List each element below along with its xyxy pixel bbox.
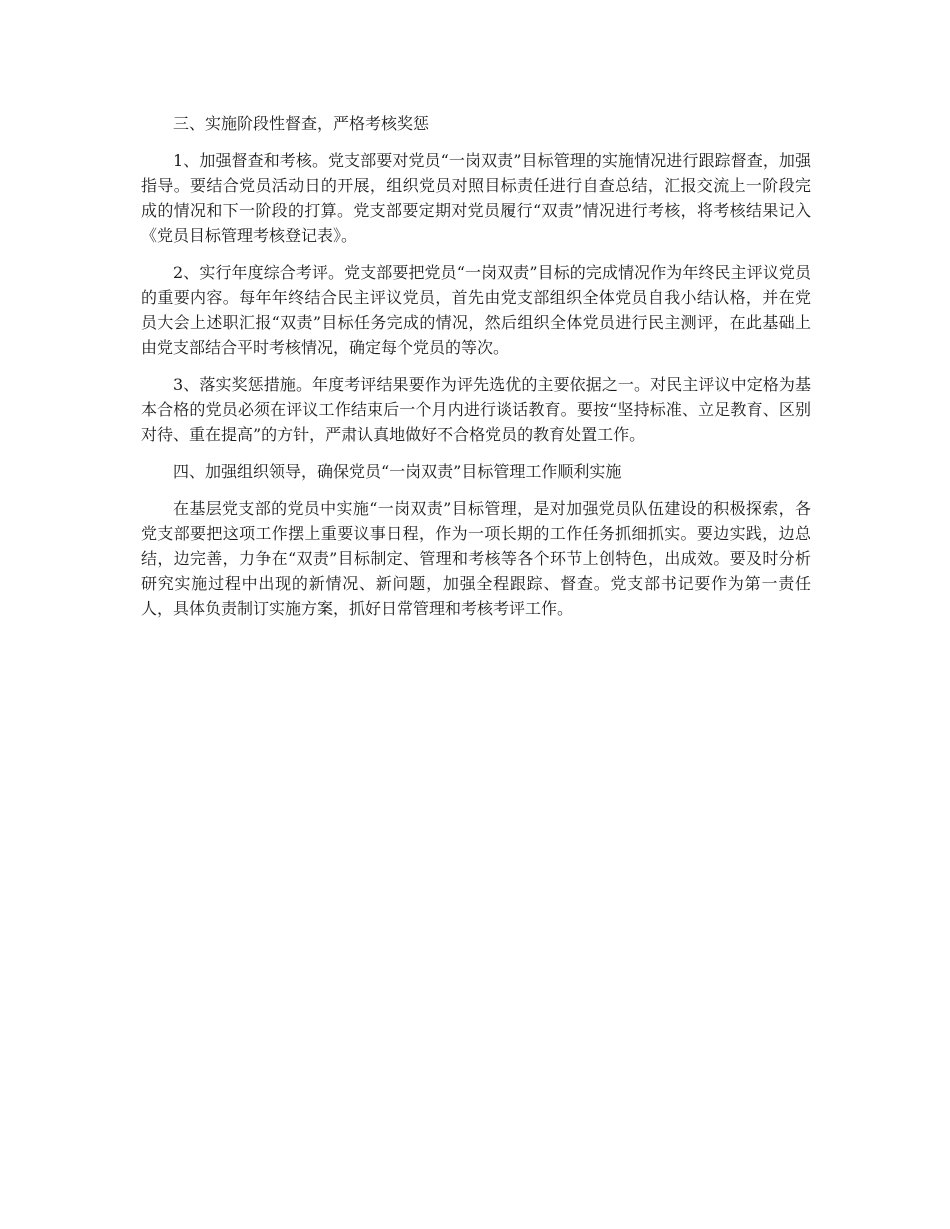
section-3-item-1: 1、加强督查和考核。党支部要对党员“一岗双责”目标管理的实施情况进行跟踪督查，加强指导。要结合党员活动日的开展，组织党员对照目标责任进行自查总结，汇报交流上一阶段完成的情况和下一阶段的打算。党支部要定期对党员履行“双责”情况进行考核，将考核结果记入《党员目标管理考核登记表》。 (141, 151, 811, 245)
section-4-heading: 四、加强组织领导，确保党员“一岗双责”目标管理工作顺利实施 (173, 462, 622, 481)
section-3-item-3: 3、落实奖惩措施。年度考评结果要作为评先选优的主要依据之一。对民主评议中定格为基本合格的党员必须在评议工作结束后一个月内进行谈话教育。要按“坚持标准、立足教育、区别对待、重在提高”的方针，严肃认真地做好不合格党员的教育处置工作。 (141, 375, 811, 444)
section-4-body: 在基层党支部的党员中实施“一岗双责”目标管理，是对加强党员队伍建设的积极探索，各党支部要把这项工作摆上重要议事日程，作为一项长期的工作任务抓细抓实。要边实践，边总结，边完善，力争在“双责”目标制定、管理和考核等各个环节上创特色，出成效。要及时分析研究实施过程中出现的新情况、新问题，加强全程跟踪、督查。党支部书记要作为第一责任人，具体负责制订实施方案，抓好日常管理和考核考评工作。 (141, 499, 811, 618)
document-body (141, 111, 811, 633)
section-3-item-2: 2、实行年度综合考评。党支部要把党员“一岗双责”目标的完成情况作为年终民主评议党员的重要内容。每年年终结合民主评议党员，首先由党支部组织全体党员自我小结认格，并在党员大会上述职汇报“双责”目标任务完成的情况，然后组织全体党员进行民主测评，在此基础上由党支部结合平时考核情况，确定每个党员的等次。 (141, 263, 811, 357)
section-3-heading: 三、实施阶段性督查，严格考核奖惩 (173, 114, 430, 133)
